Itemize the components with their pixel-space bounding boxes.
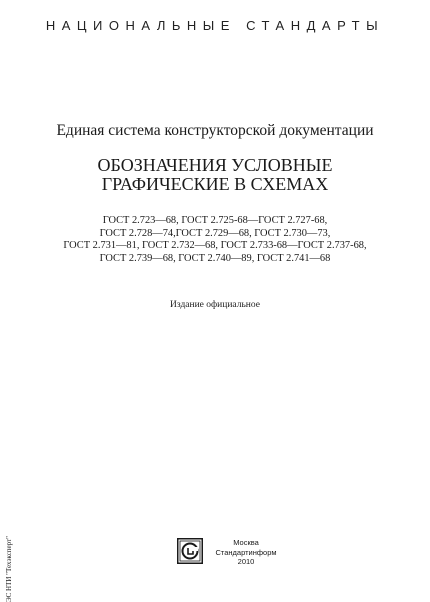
- publisher-name: Стандартинформ: [215, 547, 277, 557]
- document-title: [0, 156, 430, 194]
- side-stamp: [3, 522, 15, 602]
- gost-line: ГОСТ 2.731—81, ГОСТ 2.732—68, ГОСТ 2.733-68—ГОСТ 2.737-68,: [63, 240, 367, 251]
- gost-line: ГОСТ 2.739—68, ГОСТ 2.740—89, ГОСТ 2.741—68: [99, 252, 331, 264]
- gost-line: ГОСТ 2.728—74,ГОСТ 2.729—68, ГОСТ 2.730—73,: [99, 227, 331, 239]
- system-title: Единая система конструкторской документации: [56, 122, 374, 139]
- document-title-line: ГРАФИЧЕСКИЕ В СХЕМАХ: [101, 174, 329, 194]
- publisher-city: Москва: [233, 538, 259, 547]
- series-header: НАЦИОНАЛЬНЫЕ СТАНДАРТЫ: [45, 18, 385, 33]
- side-stamp-text: ЭС НТИ "Техэксперт": [5, 536, 13, 602]
- edition-note: Издание официальное: [170, 300, 260, 310]
- publisher-year: 2010: [237, 557, 255, 566]
- document-title-line: ОБОЗНАЧЕНИЯ УСЛОВНЫЕ: [97, 155, 333, 175]
- gost-line: ГОСТ 2.723—68, ГОСТ 2.725-68—ГОСТ 2.727-68,: [102, 215, 328, 226]
- standartinform-logo-icon: [177, 538, 203, 564]
- publisher-imprint: [206, 538, 286, 567]
- gost-standards-list: [0, 215, 430, 265]
